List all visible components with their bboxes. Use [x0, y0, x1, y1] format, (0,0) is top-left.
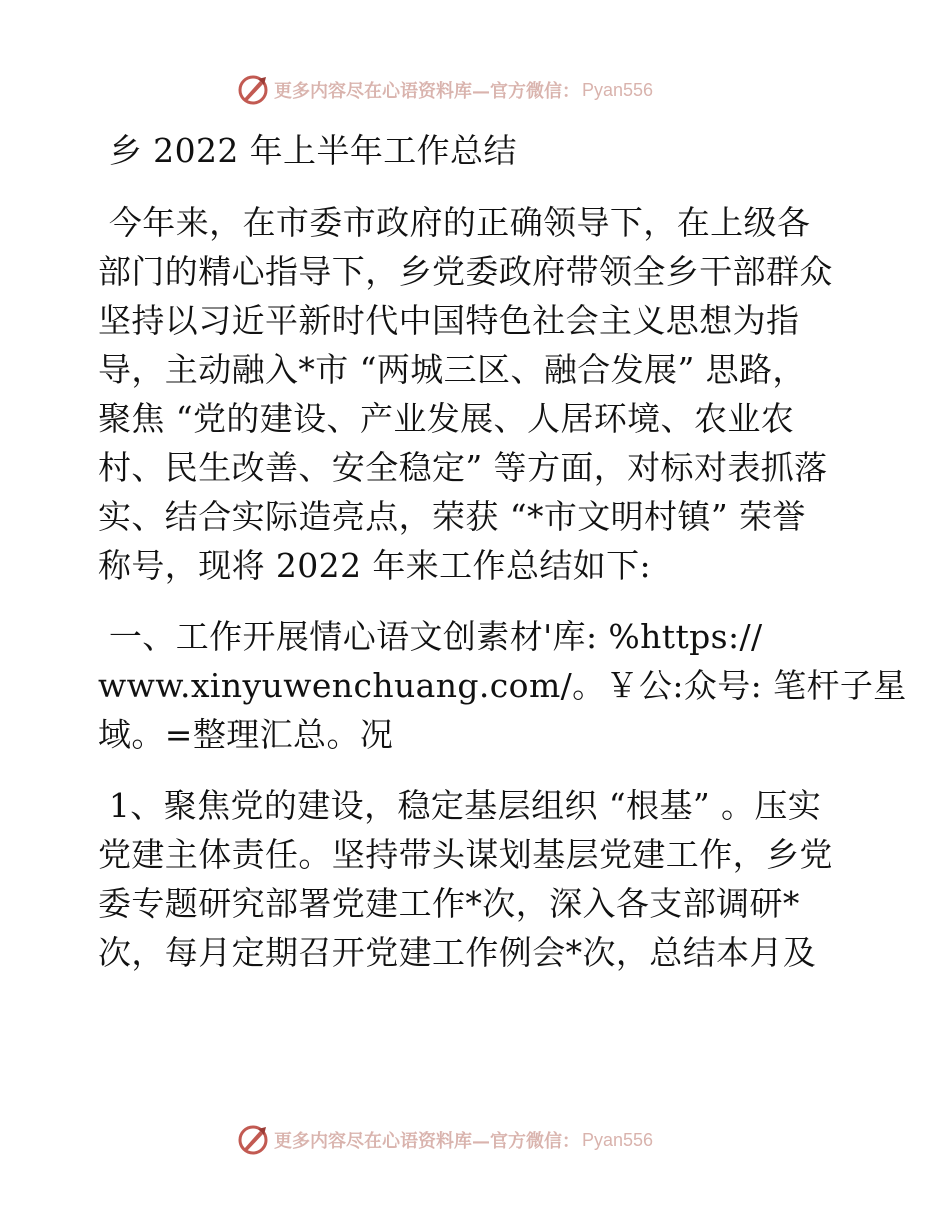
watermark-header — [236, 72, 653, 108]
watermark-wechat-id: Pyan556 — [582, 79, 654, 100]
paragraph-line: 导，主动融入*市 “两城三区、融合发展” 思路， — [98, 350, 806, 389]
paragraph-line: 称号，现将 2022 年来工作总结如下: — [98, 546, 652, 585]
paragraph-line: 村、民生改善、安全稳定” 等方面，对标对表抓落 — [98, 448, 828, 487]
quill-logo-icon — [236, 1123, 270, 1157]
paragraph-line: 今年来，在市委市政府的正确领导下，在上级各 — [98, 203, 811, 242]
paragraph-line: 1、聚焦党的建设，稳定基层组织 “根基” 。压实 — [98, 786, 822, 825]
watermark-text: 更多内容尽在心语资料库—官方微信： — [274, 1131, 580, 1152]
quill-logo-icon — [236, 73, 270, 107]
section-heading-line: www.xinyuwenchuang.com/。￥公:众号: 笔杆子星 — [98, 666, 907, 705]
document-title: 乡 2022 年上半年工作总结 — [98, 131, 517, 170]
document-body — [98, 126, 907, 977]
watermark-footer — [236, 1122, 653, 1158]
section-heading-line: 域。=整理汇总。况 — [98, 715, 394, 754]
intro-paragraph — [98, 198, 858, 590]
paragraph-line: 实、结合实际造亮点，荣获 “*市文明村镇” 荣誉 — [98, 497, 806, 536]
paragraph-line: 部门的精心指导下，乡党委政府带领全乡干部群众 — [98, 252, 833, 291]
paragraph-line: 党建主体责任。坚持带头谋划基层党建工作，乡党 — [98, 835, 833, 874]
watermark-wechat-id: Pyan556 — [582, 1129, 654, 1150]
paragraph-line: 聚焦 “党的建设、产业发展、人居环境、农业农 — [98, 399, 795, 438]
paragraph-line: 委专题研究部署党建工作*次，深入各支部调研* — [98, 884, 800, 923]
section-heading-line: 一、工作开展情心语文创素材'库: %https:// — [98, 617, 763, 656]
section-heading-paragraph — [98, 612, 907, 759]
paragraph-line: 次，每月定期召开党建工作例会*次，总结本月及 — [98, 933, 817, 972]
watermark-text: 更多内容尽在心语资料库—官方微信： — [274, 81, 580, 102]
paragraph-line: 坚持以习近平新时代中国特色社会主义思想为指 — [98, 301, 800, 340]
item-one-paragraph — [98, 781, 858, 977]
